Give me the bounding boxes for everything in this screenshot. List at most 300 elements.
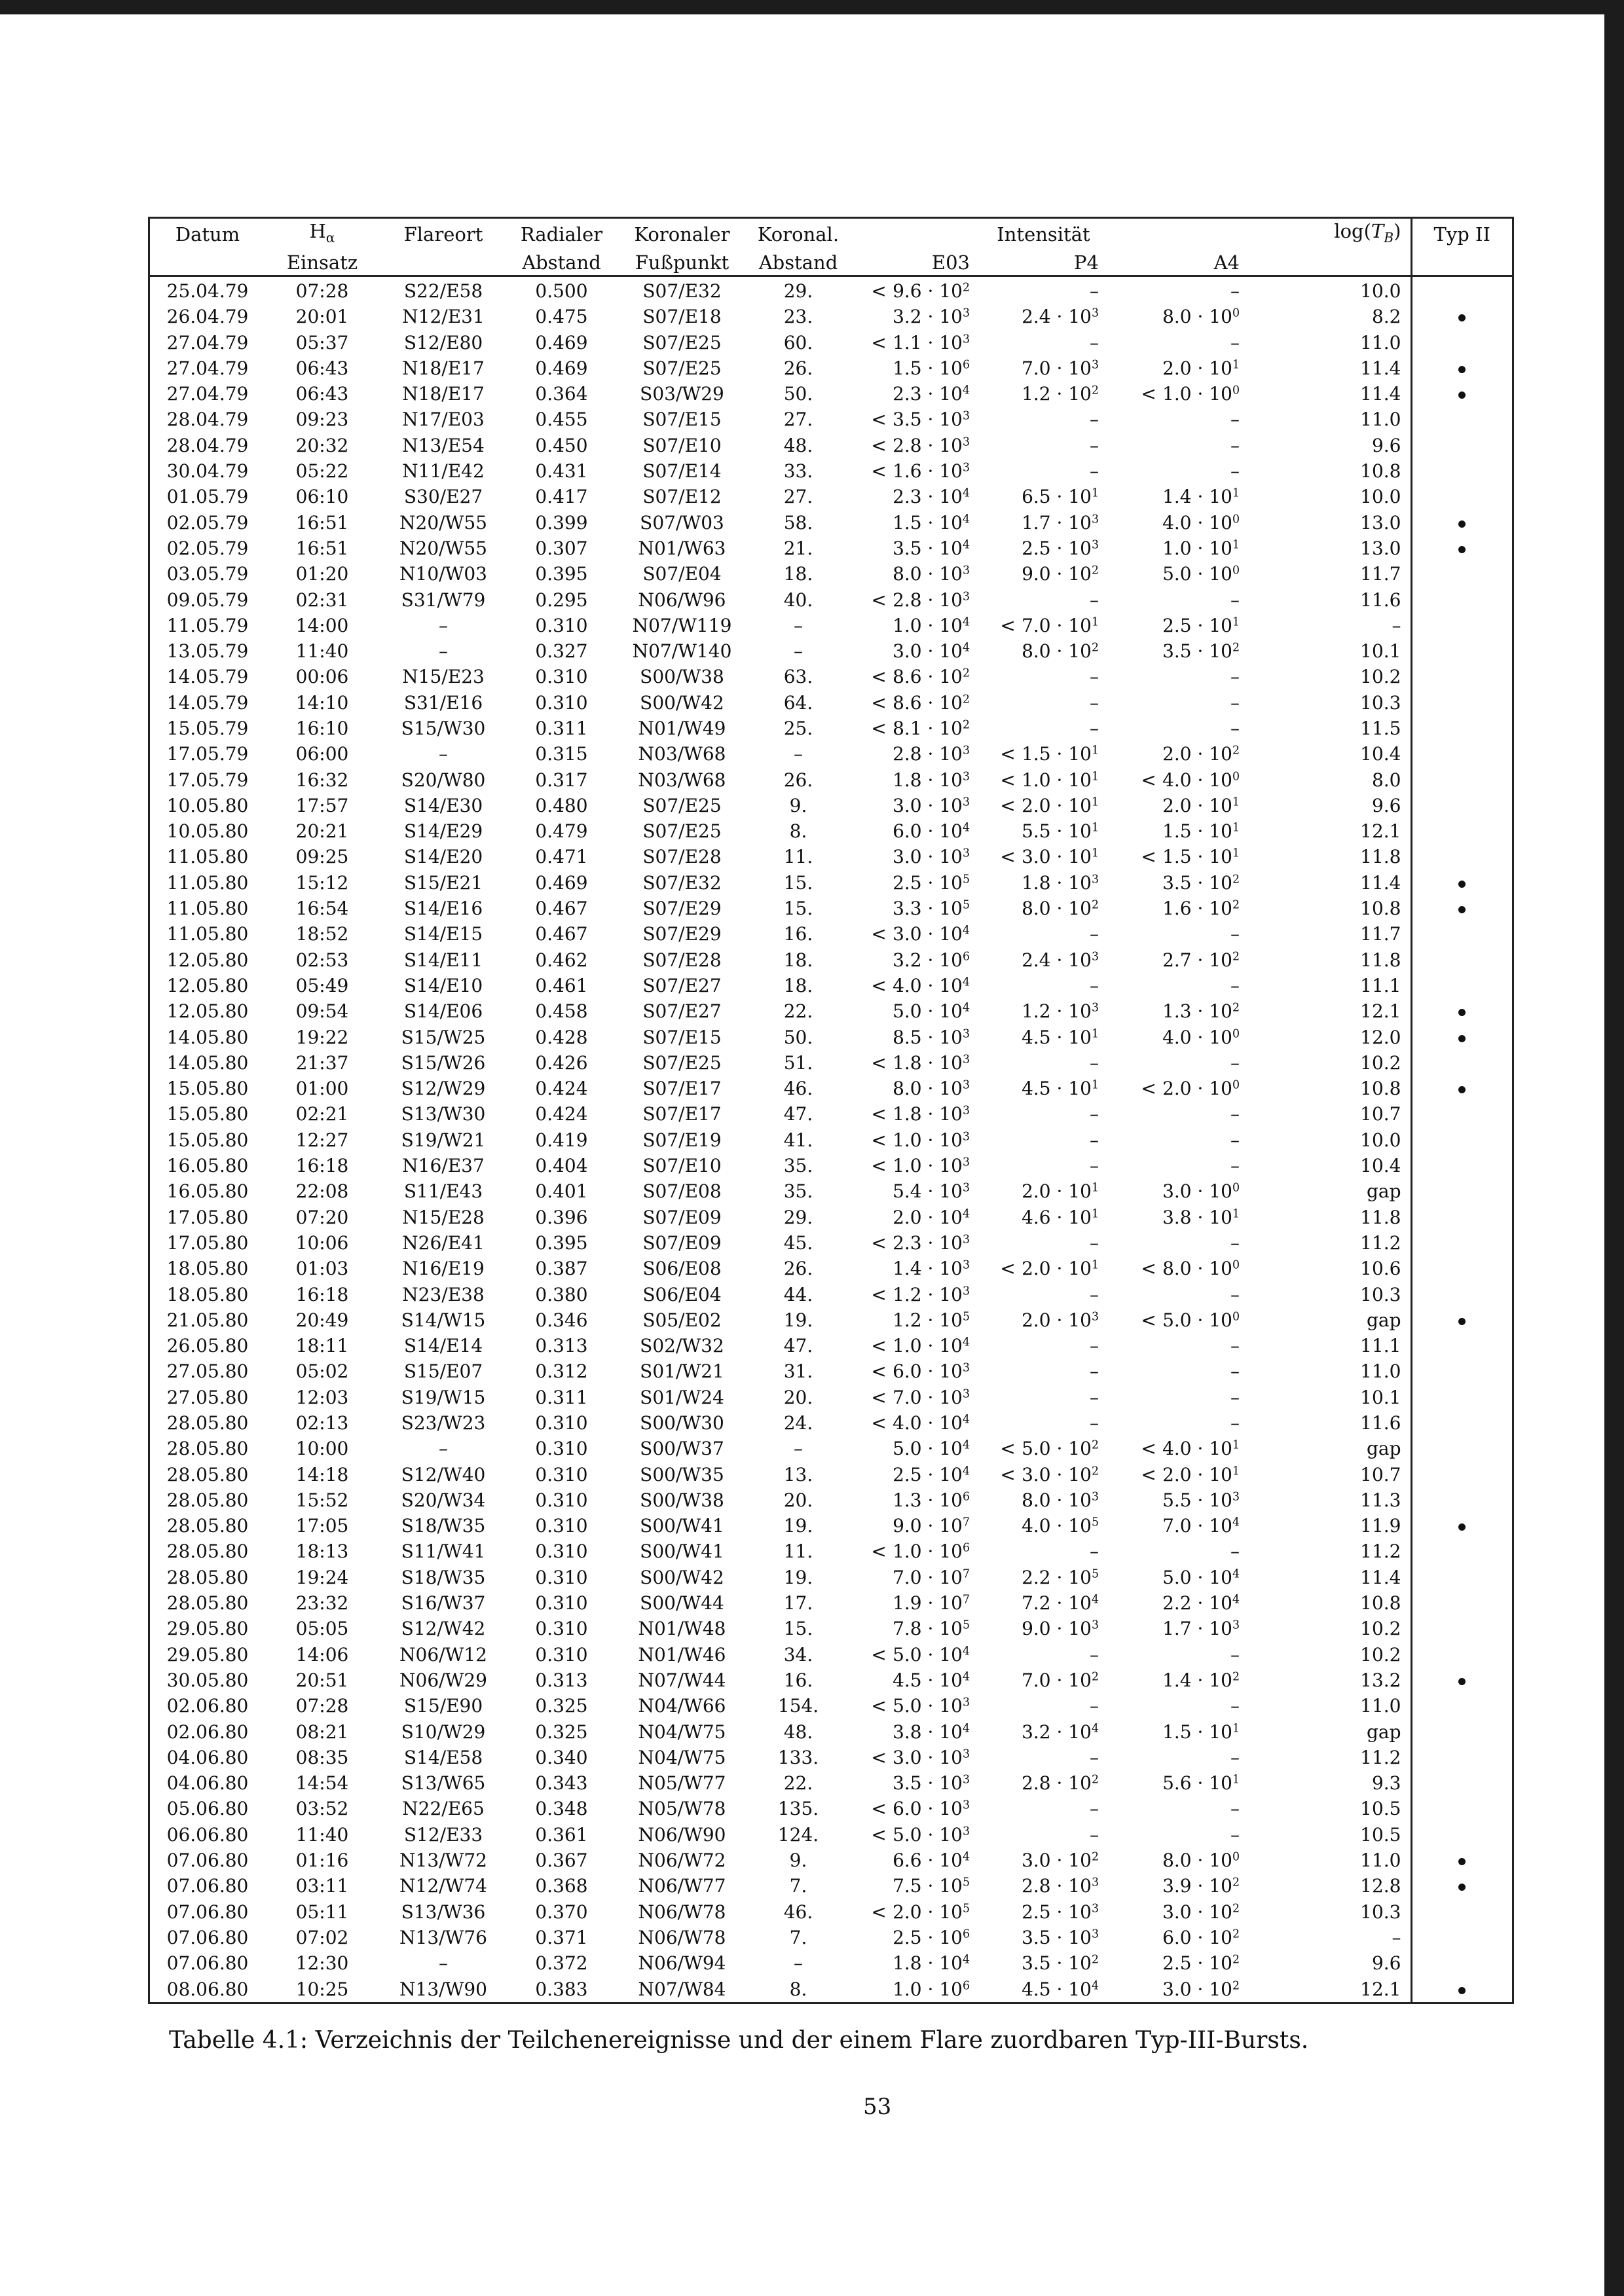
cell-intensity-e03: $1.5 \cdot 10^4$ <box>893 511 970 534</box>
cell-koronaler-fusspunkt: S00/W41 <box>640 1540 724 1563</box>
table-row <box>150 767 1512 792</box>
cell-koronal-abstand: 47. <box>783 1103 813 1125</box>
cell-intensity-p4: $7.0 \cdot 10^2$ <box>1022 1669 1099 1691</box>
cell-datum: 27.05.80 <box>166 1360 249 1383</box>
cell-radialer-abstand: 0.500 <box>535 280 588 302</box>
cell-datum: 11.05.79 <box>166 614 249 636</box>
table-row <box>150 1925 1512 1950</box>
cell-typ-ii <box>1411 818 1512 844</box>
cell-h-alpha-einsatz: 12:03 <box>295 1386 349 1408</box>
header-radial-abstand: Abstand <box>507 250 616 276</box>
cell-typ-ii <box>1411 1513 1512 1539</box>
typ-ii-dot-icon <box>1458 546 1466 553</box>
cell-datum: 26.04.79 <box>166 306 249 328</box>
cell-koronal-abstand: 46. <box>783 1901 813 1923</box>
table-row <box>150 1719 1512 1744</box>
cell-radialer-abstand: 0.372 <box>535 1952 588 1975</box>
cell-radialer-abstand: 0.469 <box>535 331 588 354</box>
cell-intensity-a4: – <box>1230 1231 1240 1254</box>
cell-koronal-abstand: 35. <box>783 1155 813 1177</box>
cell-radialer-abstand: 0.417 <box>535 486 588 508</box>
cell-koronaler-fusspunkt: N07/W44 <box>638 1669 726 1691</box>
cell-h-alpha-einsatz: 01:20 <box>295 563 349 585</box>
cell-intensity-e03: < $2.8 \cdot 10^3$ <box>871 589 970 611</box>
cell-log-tb: 11.4 <box>1360 383 1401 405</box>
cell-intensity-a4: $3.0 \cdot 10^2$ <box>1162 1978 1240 2000</box>
cell-datum: 26.05.80 <box>166 1335 249 1357</box>
table-row <box>150 1693 1512 1719</box>
cell-h-alpha-einsatz: 01:16 <box>295 1850 349 1872</box>
cell-typ-ii <box>1411 638 1512 664</box>
table-row <box>150 587 1512 612</box>
cell-radialer-abstand: 0.325 <box>535 1721 588 1743</box>
cell-h-alpha-einsatz: 14:18 <box>295 1463 349 1485</box>
cell-koronaler-fusspunkt: N07/W119 <box>632 614 732 636</box>
cell-intensity-e03: < $4.0 \cdot 10^4$ <box>871 974 970 996</box>
cell-flareort: N23/E38 <box>402 1283 485 1305</box>
cell-radialer-abstand: 0.295 <box>535 589 588 611</box>
cell-koronaler-fusspunkt: S00/W37 <box>640 1438 724 1460</box>
cell-h-alpha-einsatz: 08:21 <box>295 1721 349 1743</box>
cell-intensity-a4: $5.6 \cdot 10^1$ <box>1162 1772 1240 1795</box>
cell-log-tb: 11.4 <box>1360 871 1401 894</box>
cell-log-tb: 11.0 <box>1360 409 1401 431</box>
cell-intensity-p4: $1.7 \cdot 10^3$ <box>1022 511 1099 534</box>
cell-intensity-a4: – <box>1230 717 1240 739</box>
cell-h-alpha-einsatz: 02:31 <box>295 589 349 611</box>
cell-intensity-p4: $4.5 \cdot 10^4$ <box>1022 1978 1099 2000</box>
cell-koronaler-fusspunkt: S07/E08 <box>642 1180 722 1203</box>
table-row <box>150 1796 1512 1821</box>
cell-radialer-abstand: 0.395 <box>535 1231 588 1254</box>
cell-typ-ii <box>1411 1076 1512 1101</box>
cell-intensity-p4: $4.0 \cdot 10^5$ <box>1022 1515 1099 1537</box>
cell-typ-ii <box>1411 1358 1512 1384</box>
cell-intensity-e03: < $8.1 \cdot 10^2$ <box>871 717 970 739</box>
cell-datum: 03.05.79 <box>166 563 249 585</box>
cell-h-alpha-einsatz: 20:49 <box>295 1309 349 1331</box>
cell-koronaler-fusspunkt: S00/W42 <box>640 1566 724 1588</box>
cell-typ-ii <box>1411 1745 1512 1770</box>
cell-intensity-p4: < $2.0 \cdot 10^1$ <box>1000 1258 1099 1280</box>
cell-intensity-a4: $8.0 \cdot 10^0$ <box>1162 306 1240 328</box>
cell-koronaler-fusspunkt: S07/E09 <box>642 1206 722 1228</box>
cell-datum: 11.05.80 <box>166 898 249 920</box>
table-row <box>150 690 1512 716</box>
cell-radialer-abstand: 0.480 <box>535 794 588 816</box>
cell-typ-ii <box>1411 1719 1512 1744</box>
cell-typ-ii <box>1411 844 1512 869</box>
cell-intensity-e03: $1.8 \cdot 10^3$ <box>893 769 970 791</box>
cell-intensity-p4: $3.2 \cdot 10^4$ <box>1022 1721 1099 1743</box>
cell-log-tb: 11.4 <box>1360 1566 1401 1588</box>
typ-ii-dot-icon <box>1458 1987 1466 1994</box>
cell-intensity-e03: $7.5 \cdot 10^5$ <box>893 1875 970 1897</box>
cell-typ-ii <box>1411 1204 1512 1230</box>
table-row <box>150 716 1512 741</box>
cell-log-tb: 11.1 <box>1360 1335 1401 1357</box>
cell-intensity-p4: < $1.0 \cdot 10^1$ <box>1000 769 1099 791</box>
cell-radialer-abstand: 0.455 <box>535 409 588 431</box>
cell-log-tb: 10.8 <box>1360 460 1401 483</box>
cell-typ-ii <box>1411 304 1512 329</box>
cell-koronaler-fusspunkt: N06/W90 <box>638 1823 726 1846</box>
cell-intensity-a4: – <box>1230 1335 1240 1357</box>
cell-log-tb: – <box>1392 614 1401 636</box>
cell-typ-ii <box>1411 1024 1512 1049</box>
table-row <box>150 613 1512 638</box>
cell-radialer-abstand: 0.462 <box>535 949 588 971</box>
cell-intensity-a4: < $2.0 \cdot 10^1$ <box>1141 1463 1240 1485</box>
cell-intensity-p4: $9.0 \cdot 10^3$ <box>1022 1618 1099 1640</box>
cell-koronaler-fusspunkt: N04/W66 <box>638 1695 726 1717</box>
cell-koronal-abstand: 47. <box>783 1335 813 1357</box>
cell-intensity-a4: $6.0 \cdot 10^2$ <box>1162 1926 1240 1948</box>
cell-h-alpha-einsatz: 06:43 <box>295 383 349 405</box>
cell-h-alpha-einsatz: 14:10 <box>295 691 349 714</box>
cell-typ-ii <box>1411 381 1512 407</box>
cell-flareort: S11/E43 <box>403 1180 483 1203</box>
typ-ii-dot-icon <box>1458 314 1466 321</box>
cell-intensity-e03: < $1.6 \cdot 10^3$ <box>871 460 970 483</box>
table-row <box>150 870 1512 896</box>
cell-h-alpha-einsatz: 22:08 <box>295 1180 349 1203</box>
cell-intensity-e03: $2.5 \cdot 10^6$ <box>893 1926 970 1948</box>
cell-koronaler-fusspunkt: S07/E25 <box>642 820 722 843</box>
cell-intensity-a4: – <box>1230 434 1240 456</box>
cell-h-alpha-einsatz: 16:51 <box>295 511 349 534</box>
cell-koronaler-fusspunkt: N05/W77 <box>638 1772 726 1795</box>
table-row <box>150 1436 1512 1461</box>
cell-intensity-p4: – <box>1090 717 1099 739</box>
cell-log-tb: 12.0 <box>1360 1026 1401 1048</box>
cell-koronal-abstand: 19. <box>783 1566 813 1588</box>
cell-typ-ii <box>1411 1461 1512 1487</box>
cell-koronal-abstand: 27. <box>783 486 813 508</box>
cell-intensity-a4: $3.8 \cdot 10^1$ <box>1162 1206 1240 1228</box>
cell-koronaler-fusspunkt: S07/E12 <box>642 486 722 508</box>
cell-flareort: S15/E90 <box>403 1695 483 1717</box>
table-row <box>150 818 1512 844</box>
table-row <box>150 1410 1512 1436</box>
cell-koronaler-fusspunkt: N04/W75 <box>638 1721 726 1743</box>
cell-intensity-e03: < $5.0 \cdot 10^3$ <box>871 1823 970 1846</box>
cell-intensity-p4: $4.5 \cdot 10^1$ <box>1022 1026 1099 1048</box>
cell-log-tb: 10.3 <box>1360 691 1401 714</box>
cell-log-tb: 10.4 <box>1360 1155 1401 1177</box>
cell-intensity-a4: – <box>1230 1412 1240 1434</box>
cell-typ-ii <box>1411 1899 1512 1925</box>
cell-log-tb: 10.5 <box>1360 1798 1401 1820</box>
table-row <box>150 1358 1512 1384</box>
cell-h-alpha-einsatz: 10:25 <box>295 1978 349 2000</box>
cell-radialer-abstand: 0.450 <box>535 434 588 456</box>
cell-datum: 12.05.80 <box>166 949 249 971</box>
cell-intensity-p4: $2.5 \cdot 10^3$ <box>1022 1901 1099 1923</box>
cell-koronal-abstand: 23. <box>783 306 813 328</box>
cell-intensity-e03: < $1.8 \cdot 10^3$ <box>871 1103 970 1125</box>
cell-koronal-abstand: 48. <box>783 434 813 456</box>
cell-intensity-a4: $3.0 \cdot 10^0$ <box>1162 1180 1240 1203</box>
cell-datum: 15.05.79 <box>166 717 249 739</box>
cell-intensity-e03: $4.5 \cdot 10^4$ <box>893 1669 970 1691</box>
typ-ii-dot-icon <box>1458 366 1466 373</box>
cell-intensity-a4: – <box>1230 1103 1240 1125</box>
cell-intensity-a4: – <box>1230 923 1240 945</box>
cell-flareort: N12/E31 <box>402 306 485 328</box>
cell-radialer-abstand: 0.310 <box>535 1463 588 1485</box>
cell-h-alpha-einsatz: 20:01 <box>295 306 349 328</box>
cell-flareort: S14/E14 <box>403 1335 483 1357</box>
cell-flareort: – <box>439 1952 448 1975</box>
cell-datum: 16.05.80 <box>166 1155 249 1177</box>
cell-koronaler-fusspunkt: S02/W32 <box>640 1335 724 1357</box>
cell-datum: 02.05.79 <box>166 537 249 559</box>
cell-h-alpha-einsatz: 14:54 <box>295 1772 349 1795</box>
cell-intensity-e03: < $1.0 \cdot 10^4$ <box>871 1335 970 1357</box>
cell-datum: 10.05.80 <box>166 794 249 816</box>
cell-intensity-p4: – <box>1090 1231 1099 1254</box>
cell-typ-ii <box>1411 1307 1512 1333</box>
cell-log-tb: gap <box>1366 1438 1401 1460</box>
table-caption: Tabelle 4.1: Verzeichnis der Teilchenereignisse und der einem Flare zuordbaren Typ-III-Bursts. <box>169 2027 1309 2054</box>
cell-flareort: S15/W30 <box>401 717 486 739</box>
cell-h-alpha-einsatz: 10:00 <box>295 1438 349 1460</box>
cell-koronal-abstand: 135. <box>777 1798 819 1820</box>
cell-intensity-p4: < $1.5 \cdot 10^1$ <box>1000 743 1099 765</box>
particle-events-table <box>150 219 1512 2002</box>
cell-typ-ii <box>1411 1565 1512 1590</box>
cell-datum: 14.05.80 <box>166 1051 249 1074</box>
cell-intensity-a4: – <box>1230 1155 1240 1177</box>
cell-datum: 12.05.80 <box>166 1000 249 1023</box>
cell-typ-ii <box>1411 1616 1512 1641</box>
table-row <box>150 1590 1512 1616</box>
cell-datum: 07.06.80 <box>166 1952 249 1975</box>
cell-koronal-abstand: 64. <box>783 691 813 714</box>
cell-intensity-p4: $2.8 \cdot 10^3$ <box>1022 1875 1099 1897</box>
cell-koronal-abstand: – <box>794 1952 803 1975</box>
cell-intensity-e03: $1.5 \cdot 10^6$ <box>893 357 970 379</box>
cell-datum: 02.05.79 <box>166 511 249 534</box>
cell-flareort: N18/E17 <box>402 357 485 379</box>
cell-koronal-abstand: 9. <box>789 1850 807 1872</box>
cell-typ-ii <box>1411 1976 1512 2001</box>
cell-intensity-e03: < $1.0 \cdot 10^3$ <box>871 1155 970 1177</box>
cell-radialer-abstand: 0.310 <box>535 1489 588 1511</box>
cell-intensity-e03: < $5.0 \cdot 10^3$ <box>871 1695 970 1717</box>
cell-flareort: N13/W72 <box>399 1850 487 1872</box>
cell-radialer-abstand: 0.419 <box>535 1129 588 1151</box>
cell-intensity-p4: – <box>1090 666 1099 688</box>
cell-flareort: S19/W21 <box>401 1129 486 1151</box>
cell-intensity-p4: < $7.0 \cdot 10^1$ <box>1000 614 1099 636</box>
cell-flareort: S14/E30 <box>403 794 483 816</box>
cell-typ-ii <box>1411 433 1512 458</box>
cell-koronal-abstand: 18. <box>783 974 813 996</box>
cell-typ-ii <box>1411 1256 1512 1281</box>
table-row <box>150 844 1512 869</box>
cell-typ-ii <box>1411 536 1512 561</box>
cell-datum: 14.05.79 <box>166 691 249 714</box>
cell-log-tb: 12.1 <box>1360 1978 1401 2000</box>
cell-typ-ii <box>1411 1693 1512 1719</box>
cell-typ-ii <box>1411 407 1512 432</box>
cell-h-alpha-einsatz: 03:11 <box>295 1875 349 1897</box>
cell-log-tb: 11.0 <box>1360 1695 1401 1717</box>
cell-koronal-abstand: 124. <box>777 1823 819 1846</box>
cell-intensity-p4: < $2.0 \cdot 10^1$ <box>1000 794 1099 816</box>
cell-koronaler-fusspunkt: S00/W44 <box>640 1592 724 1614</box>
cell-intensity-p4: – <box>1090 1051 1099 1074</box>
cell-flareort: N20/W55 <box>399 537 487 559</box>
cell-flareort: N15/E23 <box>402 666 485 688</box>
cell-typ-ii <box>1411 664 1512 689</box>
cell-radialer-abstand: 0.467 <box>535 898 588 920</box>
cell-intensity-p4: $7.2 \cdot 10^4$ <box>1022 1592 1099 1614</box>
table-row <box>150 1256 1512 1281</box>
cell-koronaler-fusspunkt: S00/W30 <box>640 1412 724 1434</box>
cell-log-tb: 8.0 <box>1371 769 1401 791</box>
cell-intensity-a4: $2.5 \cdot 10^2$ <box>1162 1952 1240 1975</box>
cell-koronaler-fusspunkt: N07/W84 <box>638 1978 726 2000</box>
table-row <box>150 1976 1512 2001</box>
cell-datum: 16.05.80 <box>166 1180 249 1203</box>
cell-koronaler-fusspunkt: N03/W68 <box>638 769 726 791</box>
cell-koronal-abstand: 22. <box>783 1772 813 1795</box>
cell-datum: 27.04.79 <box>166 357 249 379</box>
cell-log-tb: 12.1 <box>1360 1000 1401 1023</box>
table-row <box>150 1333 1512 1358</box>
cell-datum: 30.05.80 <box>166 1669 249 1691</box>
cell-log-tb: 10.8 <box>1360 898 1401 920</box>
cell-typ-ii <box>1411 998 1512 1024</box>
page-number: 53 <box>863 2094 892 2120</box>
cell-koronaler-fusspunkt: S01/W21 <box>640 1360 724 1383</box>
cell-datum: 28.04.79 <box>166 434 249 456</box>
cell-flareort: S31/W79 <box>401 589 486 611</box>
cell-log-tb: 10.0 <box>1360 486 1401 508</box>
cell-log-tb: 10.6 <box>1360 1258 1401 1280</box>
cell-intensity-a4: $7.0 \cdot 10^4$ <box>1162 1515 1240 1537</box>
cell-log-tb: 10.1 <box>1360 1386 1401 1408</box>
cell-intensity-e03: $3.5 \cdot 10^4$ <box>893 537 970 559</box>
cell-intensity-e03: $3.5 \cdot 10^3$ <box>893 1772 970 1795</box>
cell-datum: 27.04.79 <box>166 383 249 405</box>
scan-border-right <box>1604 0 1624 2296</box>
cell-intensity-p4: – <box>1090 1695 1099 1717</box>
cell-flareort: S31/E16 <box>403 691 483 714</box>
header-koronal-abstand: Abstand <box>748 250 848 276</box>
cell-intensity-e03: $1.0 \cdot 10^4$ <box>893 614 970 636</box>
cell-intensity-p4: – <box>1090 1823 1099 1846</box>
table-row <box>150 1770 1512 1796</box>
cell-intensity-a4: $5.5 \cdot 10^3$ <box>1162 1489 1240 1511</box>
cell-flareort: S23/W23 <box>401 1412 486 1434</box>
cell-typ-ii <box>1411 276 1512 304</box>
cell-log-tb: 11.2 <box>1360 1231 1401 1254</box>
cell-radialer-abstand: 0.310 <box>535 691 588 714</box>
cell-koronaler-fusspunkt: S07/E14 <box>642 460 722 483</box>
cell-datum: 14.05.79 <box>166 666 249 688</box>
cell-datum: 06.06.80 <box>166 1823 249 1846</box>
cell-log-tb: 11.0 <box>1360 1360 1401 1383</box>
cell-h-alpha-einsatz: 07:02 <box>295 1926 349 1948</box>
cell-radialer-abstand: 0.311 <box>535 1386 588 1408</box>
table-row <box>150 1616 1512 1641</box>
table-row <box>150 433 1512 458</box>
cell-intensity-p4: $2.2 \cdot 10^5$ <box>1022 1566 1099 1588</box>
cell-datum: 02.06.80 <box>166 1695 249 1717</box>
cell-h-alpha-einsatz: 09:23 <box>295 409 349 431</box>
cell-typ-ii <box>1411 1590 1512 1616</box>
cell-koronal-abstand: 29. <box>783 280 813 302</box>
cell-log-tb: 11.5 <box>1360 717 1401 739</box>
cell-datum: 14.05.80 <box>166 1026 249 1048</box>
cell-radialer-abstand: 0.310 <box>535 1643 588 1666</box>
cell-flareort: N26/E41 <box>402 1231 485 1254</box>
cell-radialer-abstand: 0.343 <box>535 1772 588 1795</box>
cell-intensity-p4: – <box>1090 923 1099 945</box>
cell-log-tb: 11.6 <box>1360 1412 1401 1434</box>
cell-flareort: N16/E19 <box>402 1258 485 1280</box>
cell-koronaler-fusspunkt: N01/W48 <box>638 1618 726 1640</box>
cell-intensity-a4: $5.0 \cdot 10^0$ <box>1162 563 1240 585</box>
particle-events-table-frame <box>148 217 1514 2004</box>
cell-datum: 04.06.80 <box>166 1772 249 1795</box>
cell-radialer-abstand: 0.426 <box>535 1051 588 1074</box>
cell-h-alpha-einsatz: 20:32 <box>295 434 349 456</box>
cell-radialer-abstand: 0.325 <box>535 1695 588 1717</box>
cell-intensity-e03: $1.3 \cdot 10^6$ <box>893 1489 970 1511</box>
table-row <box>150 1101 1512 1127</box>
table-row <box>150 1642 1512 1667</box>
typ-ii-dot-icon <box>1458 906 1466 913</box>
cell-intensity-a4: $2.0 \cdot 10^2$ <box>1162 743 1240 765</box>
cell-intensity-a4: $1.4 \cdot 10^1$ <box>1162 486 1240 508</box>
cell-intensity-p4: $3.0 \cdot 10^2$ <box>1022 1850 1099 1872</box>
cell-typ-ii <box>1411 1385 1512 1410</box>
cell-intensity-p4: $2.5 \cdot 10^3$ <box>1022 537 1099 559</box>
cell-h-alpha-einsatz: 16:18 <box>295 1283 349 1305</box>
cell-log-tb: 10.2 <box>1360 666 1401 688</box>
cell-intensity-p4: – <box>1090 1386 1099 1408</box>
cell-koronal-abstand: 11. <box>783 1540 813 1563</box>
cell-h-alpha-einsatz: 17:05 <box>295 1515 349 1537</box>
cell-intensity-p4: – <box>1090 434 1099 456</box>
cell-intensity-a4: – <box>1230 1360 1240 1383</box>
cell-h-alpha-einsatz: 19:22 <box>295 1026 349 1048</box>
cell-h-alpha-einsatz: 16:18 <box>295 1155 349 1177</box>
cell-koronal-abstand: 31. <box>783 1360 813 1383</box>
cell-flareort: – <box>439 640 448 663</box>
cell-flareort: S13/W36 <box>401 1901 486 1923</box>
table-row <box>150 1899 1512 1925</box>
cell-intensity-e03: < $6.0 \cdot 10^3$ <box>871 1360 970 1383</box>
cell-log-tb: 13.0 <box>1360 511 1401 534</box>
cell-intensity-a4: $5.0 \cdot 10^4$ <box>1162 1566 1240 1588</box>
cell-typ-ii <box>1411 509 1512 535</box>
table-row <box>150 1873 1512 1899</box>
cell-intensity-e03: < $1.8 \cdot 10^3$ <box>871 1051 970 1074</box>
cell-log-tb: 10.8 <box>1360 1078 1401 1100</box>
cell-h-alpha-einsatz: 12:30 <box>295 1952 349 1975</box>
cell-intensity-p4: $6.5 \cdot 10^1$ <box>1022 486 1099 508</box>
cell-koronaler-fusspunkt: S07/E25 <box>642 331 722 354</box>
cell-flareort: N10/W03 <box>399 563 487 585</box>
cell-flareort: S14/E16 <box>403 898 483 920</box>
cell-koronaler-fusspunkt: N03/W68 <box>638 743 726 765</box>
